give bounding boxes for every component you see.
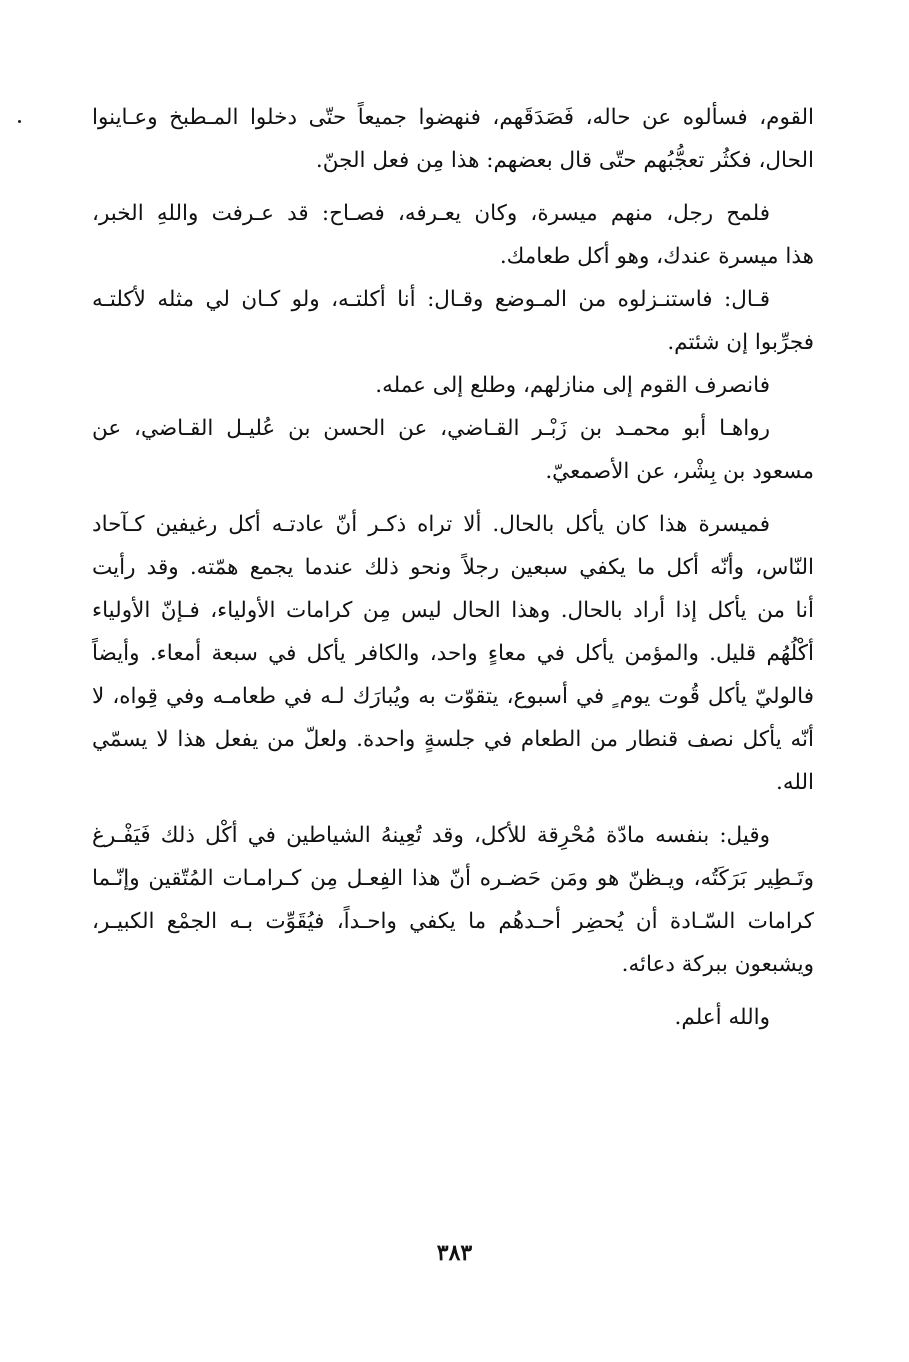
text-line: قـال: فاستنـزلوه من المـوضع وقـال: أنا أكلتـه، ولو كـان لي مثله لأكلتـه	[92, 287, 770, 312]
paragraph-5	[92, 407, 814, 493]
text-line: أنا من يأكل إذا أراد بالحال. وهذا الحال ليس مِن كرامات الأولياء، فـإنّ الأولياء	[92, 598, 814, 623]
text-line: النّاس، وأنّه أكل ما يكفي سبعين رجلاً ونحو ذلك عندما يجمع همّته. وقد رأيت	[92, 555, 814, 580]
text-line: وتَـطِير بَرَكَتُه، ويـظنّ هو ومَن حَضـره أنّ هذا الفِعـل مِن كـرامـات المُتّقين وإنّـما	[92, 866, 814, 891]
text-line: هذا ميسرة عندك، وهو أكل طعامك.	[499, 244, 814, 269]
text-line: فلمح رجل، منهم ميسرة، وكان يعـرفه، فصـاح: قد عـرفت واللهِ الخبر،	[92, 201, 770, 226]
text-line: فالوليّ يأكل قُوت يوم ٍ في أسبوع، يتقوّت به ويُبارَك لـه في طعامـه وفي قِواه، لا	[92, 684, 814, 709]
paragraph-1	[92, 96, 814, 182]
text-line: مسعود بن بِشْر، عن الأصمعيّ.	[545, 459, 814, 484]
paragraph-2	[92, 192, 814, 278]
text-line: أنّه يأكل نصف قنطار من الطعام في جلسةٍ واحدة. ولعلّ من يفعل هذا لا يسمّي	[92, 727, 814, 752]
margin-dot	[18, 120, 21, 123]
page-body	[92, 96, 814, 1039]
text-line: الله.	[775, 770, 814, 795]
paragraph-6	[92, 503, 814, 804]
page-number: ٣٨٣	[436, 1240, 473, 1266]
text-line: رواهـا أبو محمـد بن زَبْـر القـاضي، عن الحسن بن عُليـل القـاضي، عن	[92, 416, 770, 441]
text-line: أكْلُهُم قليل. والمؤمن يأكل في معاءٍ واحد، والكافر يأكل في سبعة أمعاء. وأيضاً	[92, 641, 814, 666]
text-line: والله أعلم.	[674, 1005, 770, 1030]
paragraph-7	[92, 814, 814, 986]
text-line: كرامات السّـادة أن يُحضِر أحـدهُم ما يكفي واحـداً، فيُقَوِّت بـه الجمْع الكبيـر،	[92, 909, 814, 934]
paragraph-8	[92, 996, 814, 1039]
text-line: وقيل: بنفسه مادّة مُحْرِقة للأكل، وقد تُعِينهُ الشياطين في أكْل ذلك فَيَفْـرغ	[92, 823, 770, 848]
text-line: فانصرف القوم إلى منازلهم، وطلع إلى عمله.	[375, 373, 770, 398]
text-line: الحال، فكثُر تعجُّبُهم حتّى قال بعضهم: هذا مِن فعل الجنّ.	[315, 148, 814, 173]
text-line: القوم، فسألوه عن حاله، فَصَدَقَهم، فنهضوا جميعاً حتّى دخلوا المـطبخ وعـاينوا	[92, 105, 814, 130]
paragraph-3	[92, 278, 814, 364]
paragraph-4	[92, 364, 814, 407]
text-line: فميسرة هذا كان يأكل بالحال. ألا تراه ذكـر أنّ عادتـه أكل رغيفين كـآحاد	[92, 512, 770, 537]
text-line: فجرِّبوا إن شئتم.	[667, 330, 814, 355]
text-line: ويشبعون ببركة دعائه.	[621, 952, 814, 977]
